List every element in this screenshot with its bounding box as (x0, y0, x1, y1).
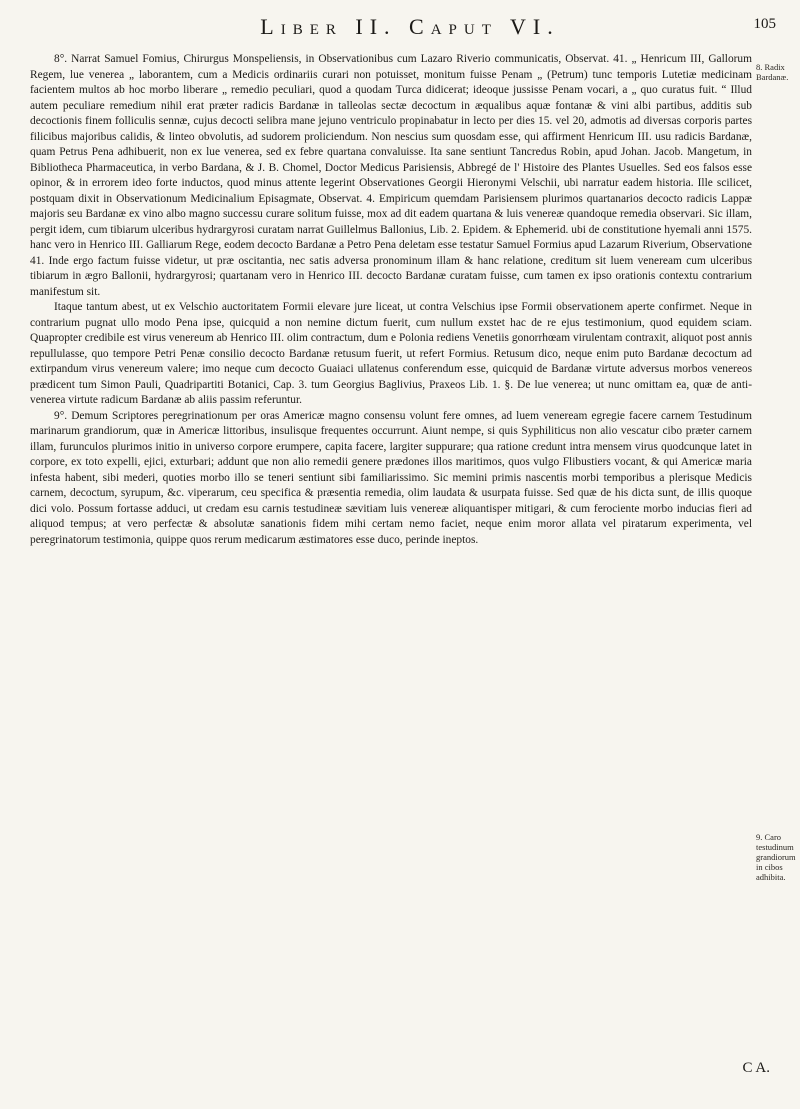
paragraph-9-testudines: 9°. Demum Scriptores peregrinationum per oras Americæ magno consensu volunt fere omnes, ad luem veneream egregie facere carnem Testudinum marinarum grandiorum, quæ in Americæ littoribus, insulisque frequentes occurrunt. Aiunt nempe, si quis Syphiliticus non alio vescatur cibo præter carnem illam, furunculos plurimos initio in universo corpore erumpere, capita facere, largiter suppurare; qua ratione credunt intra mensem virus quodcunque latet in corpore, ex toto expelli, ejici, exturbari; addunt que non alio remedii genere prædones illos maritimos, quos vulgo Flibustiers vocant, & qui Americæ maria infesta habent, sibi mederi, quoties morbo illo se teneri sentiunt sibi familiarissimo. Sic memini primis nascentis morbi temporibus a plerisque Medicis carnem, decoctum, syrupum, &c. viperarum, ceu specifica & præsentia remedia, olim laudata & usurpata fuisse. Sed quæ de his dicta sunt, de illis quoque dici volo. Possum fortasse adduci, ut credam esu carnis testudineæ sævitiam luis venereæ aliquantisper mitigari, & cum ferociente morbo inducias fieri ad aliquod tempus; at vero perfectæ & absolutæ sanationis fidem mihi certam nemo faciet, neque enim moror allata vel piratarum experimenta, vel peregrinatorum testimonia, quippe quos rerum medicarum æstimatores esse duco, perinde ineptos. (30, 409, 752, 546)
margin-note-caro-testudinum: 9. Caro testudinum grandiorum in cibos adhibita. (756, 832, 796, 882)
paragraph-velschius: Itaque tantum abest, ut ex Velschio auctoritatem Formii elevare jure liceat, ut contra Velschius ipse Formii observationem aperte confirmet. Neque in contrarium pugnat ullo modo Pena ipse, quicquid a non nemine dictum fuerit, cum nullum exstet hac de re ejus testimonium, quod equidem sciam. Quapropter credibile est virus venereum ab Henrico III. olim contractum, dum e Polonia rediens Venetiis gonorrhœam virulentam contraxit, aliquot post annis repullulasse, quo tempore Petri Penæ consilio decocto Bardanæ retusum fuerit, ut refert Formius. Retusum dico, neque enim puto Bardanæ decoctum ad extirpandum virus venereum valere; imo neque cum decocto Guaiaci ullatenus conferendum esse, quicquid de Bardanæ virtute adversus morbos venereos prædicent tum Simon Pauli, Quadripartiti Botanici, Cap. 3. tum Georgius Baglivius, Praxeos Lib. 1. §. De lue venerea; ut nunc omittam ea, quæ de anti-venerea virtute radicum Bardanæ ab aliis passim referuntur. (30, 301, 752, 407)
margin-note-radix-bardanae: 8. Radix Bardanæ. (756, 62, 789, 82)
running-title: Liber II. Caput VI. (260, 14, 560, 39)
main-text (30, 52, 752, 549)
paragraph-8-bardana: 8°. Narrat Samuel Fomius, Chirurgus Monspeliensis, in Observationibus cum Lazaro Riverio communicatis, Observat. 41. „ Henricum III, Gallorum Regem, lue venerea „ laborantem, cum a Medicis ordinariis curari non potuisset, monitum fuisse Penam „ (Petrum) tunc temporis Lutetiæ medicinam facientem multos ab hoc morbo liberare „ remedio peculiari, quod a quodam Turca didicerat; ideoque jussisse Penam vocari, a „ quo curatus fuit. “ Illud autem peculiare remedium nihil erat præter radicis Bardanæ in talleolas sectæ decoctum in æqualibus aquæ fontanæ & vini albi partibus, additis sub decoctionis finem folliculis sennæ, cujus decocti selibra mane jejuno ventriculo propinabatur in lecto per dies 15. vel 20, admotis ad diversas corporis partes filicibus majoribus calidis, & linteo obvolutis, ad sudorem proliciendum. Non nescius sum quosdam esse, qui affirment Henricum III. usu radicis Bardanæ, quam Petrus Pena adhibuerit, non ex lue venerea, sed ex febre quartana convaluisse. Ita sane sentiunt Tancredus Robin, apud Johan. Jacob. Mangetum, in Bibliotheca Pharmaceutica, in verbo Bardana, & J. B. Chomel, Doctor Medicus Parisiensis, Abbregé de l' Histoire des Plantes Usuelles. Sed eos falsos esse opinor, & in errorem ideo forte inductos, quod minus attente legerint Observationes Georgii Hieronymi Velschii, ubi narratur eadem historia. Ille scilicet, postquam dixit in Observationum Medicinalium Episagmate, Observat. 4. Empiricum quemdam Parisiensem plurimos quartanarios decocto radicis Lappæ majoris seu Bardanæ ex vino albo magno successu curare solitum fuisse, mox ad dit eadem quartana & luis venereæ quandoque remedia observari. Sic illam, pergit idem, cum tibiarum ulceribus hydrargyrosi curatam narrat Guillelmus Ballonius, Lib. 2. Epidem. & Ephemerid. ubi de constitutione hyemali anni 1575. hanc vero in Henrico III. Galliarum Rege, eodem decocto Bardanæ a Petro Pena deletam esse testatur Samuel Formius apud Lazarum Riverium, Observatione 41. Inde ergo factum fuisse videtur, ut præ oscitantia, nec satis adversa pronominum illam & hanc relatione, creditum sit luem veneream cum ulceribus tibiarum in ægro Ballonii, hydrargyrosi; quartanam vero in Henrico III. decocto Bardanæ curatam fuisse, cum tamen ex ipso orationis contextu contrarium manifestum sit. (30, 53, 752, 298)
catchword: C A. (742, 1060, 770, 1076)
page-number: 105 (753, 16, 776, 32)
running-head (40, 14, 780, 44)
